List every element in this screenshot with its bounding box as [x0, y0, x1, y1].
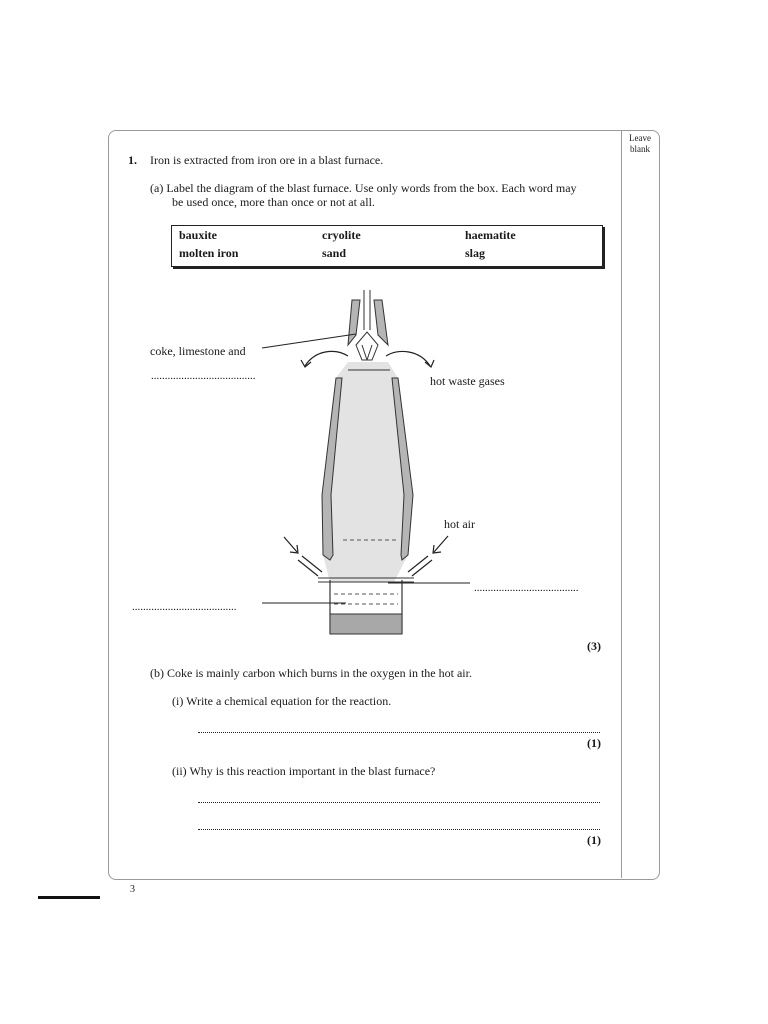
part-b-text: (b) Coke is mainly carbon which burns in the oxygen in the hot air.: [150, 666, 472, 680]
part-a-instruction-line2: be used once, more than once or not at all.: [172, 195, 375, 209]
part-b-i-text: (i) Write a chemical equation for the reaction.: [172, 694, 392, 708]
word-box-word: sand: [322, 246, 347, 260]
question-intro: Iron is extracted from iron ore in a blast furnace.: [150, 153, 384, 167]
label-charge: coke, limestone and: [150, 344, 246, 358]
question-number: 1.: [128, 153, 137, 167]
answer-line-importance-1[interactable]: [198, 802, 600, 803]
marks-part-b-i: (1): [587, 736, 601, 750]
leave-blank-label: Leave blank: [629, 133, 651, 154]
marks-part-a: (3): [587, 639, 601, 653]
answer-line-importance-2[interactable]: [198, 829, 600, 830]
word-box-word: bauxite: [179, 228, 218, 242]
page-rule: [38, 896, 100, 899]
label-hot-waste-gases: hot waste gases: [430, 374, 505, 388]
label-hot-air: hot air: [444, 517, 475, 531]
answer-line-equation[interactable]: [198, 732, 600, 733]
part-b-ii-text: (ii) Why is this reaction important in the blast furnace?: [172, 764, 436, 778]
answer-blank-charge[interactable]: ......................................: [151, 370, 256, 382]
answer-blank-molten-iron[interactable]: ......................................: [132, 601, 237, 613]
word-box-word: molten iron: [179, 246, 239, 260]
part-a-instruction-line1: (a) Label the diagram of the blast furnace. Use only words from the box. Each word may: [150, 181, 577, 195]
page-number: 3: [130, 884, 135, 895]
word-box-word: slag: [465, 246, 486, 260]
word-box-word: haematite: [465, 228, 516, 242]
furnace-body: [318, 290, 414, 634]
word-box-word: cryolite: [322, 228, 361, 242]
answer-blank-slag[interactable]: ......................................: [474, 582, 579, 594]
marks-part-b-ii: (1): [587, 833, 601, 847]
